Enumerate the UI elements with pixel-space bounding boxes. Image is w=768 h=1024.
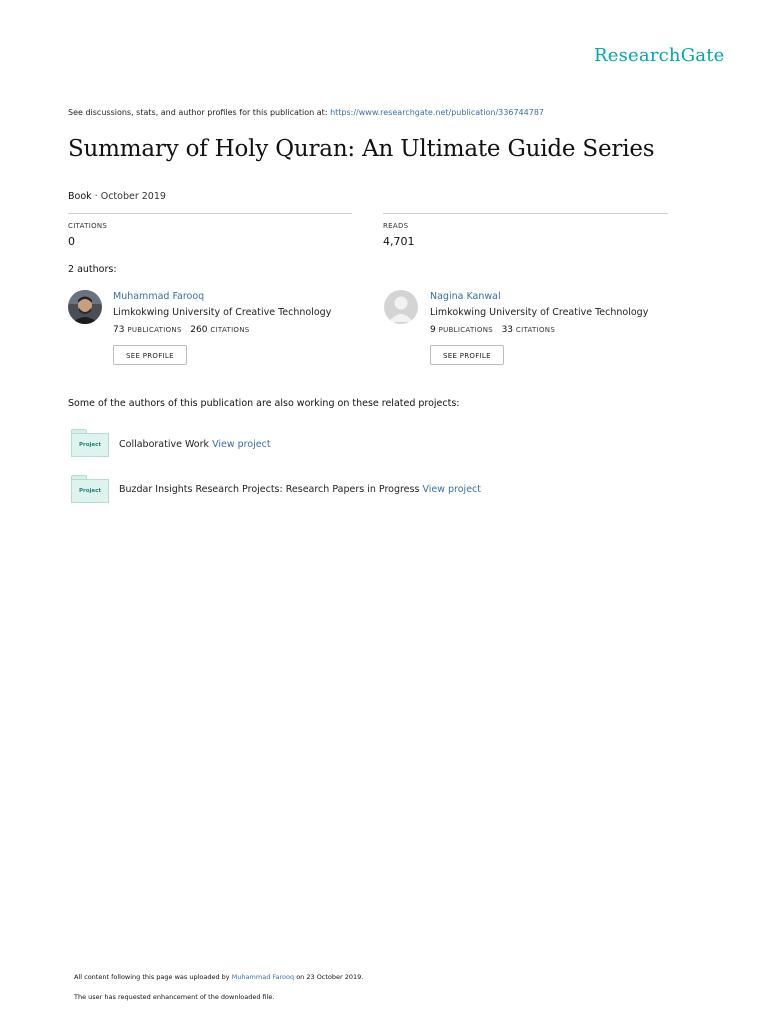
project-folder-label: Project (71, 479, 109, 503)
citations-value: 0 (68, 235, 75, 248)
upload-suffix: on 23 October 2019. (294, 973, 364, 981)
author-citations-label: CITATIONS (210, 326, 250, 334)
publication-title: Summary of Holy Quran: An Ultimate Guide Series (68, 136, 655, 162)
project-item (119, 439, 271, 450)
author-publications-count: 73 (113, 325, 125, 335)
publication-url-link[interactable]: https://www.researchgate.net/publication/336744787 (330, 108, 544, 117)
author-publications-label: PUBLICATIONS (438, 326, 493, 334)
discussion-text: See discussions, stats, and author profiles for this publication at: (68, 108, 331, 117)
publication-date: October 2019 (100, 191, 166, 202)
project-name: Buzdar Insights Research Projects: Research Papers in Progress (119, 484, 420, 495)
uploader-link[interactable]: Muhammad Farooq (231, 973, 295, 981)
author-publications-count: 9 (430, 325, 436, 335)
reads-value: 4,701 (383, 235, 415, 248)
author-citations-label: CITATIONS (515, 326, 556, 334)
meta-separator: · (91, 191, 101, 202)
author-name-link[interactable]: Muhammad Farooq (113, 291, 205, 302)
author-stats (430, 325, 555, 335)
publication-meta (68, 191, 166, 202)
author-avatar-photo[interactable] (68, 290, 102, 324)
discussion-line (68, 108, 544, 117)
citations-label: CITATIONS (68, 222, 108, 230)
project-folder-icon (71, 429, 111, 457)
author-publications-label: PUBLICATIONS (127, 326, 182, 334)
researchgate-logo[interactable]: ResearchGate (594, 45, 725, 66)
related-projects-heading: Some of the authors of this publication are also working on these related projects: (68, 398, 460, 409)
author-affiliation: Limkokwing University of Creative Technology (113, 307, 332, 318)
author-affiliation: Limkokwing University of Creative Technology (430, 307, 649, 318)
author-citations-count: 33 (501, 325, 514, 335)
project-name: Collaborative Work (119, 439, 210, 450)
project-folder-icon (71, 475, 111, 503)
enhancement-note: The user has requested enhancement of the downloaded file. (74, 993, 275, 1001)
author-name-link[interactable]: Nagina Kanwal (430, 291, 501, 302)
see-profile-button[interactable]: SEE PROFILE (113, 345, 187, 365)
publication-type: Book (68, 191, 92, 202)
see-profile-button[interactable]: SEE PROFILE (430, 345, 504, 365)
author-avatar-placeholder-icon[interactable] (384, 290, 418, 324)
authors-heading: 2 authors: (68, 264, 117, 275)
view-project-link[interactable]: View project (212, 439, 271, 450)
project-folder-label: Project (71, 433, 109, 457)
citations-divider (68, 213, 352, 214)
upload-prefix: All content following this page was uploaded by (74, 973, 232, 981)
author-citations-count: 260 (190, 325, 208, 335)
project-item (119, 484, 481, 495)
reads-label: READS (383, 222, 409, 230)
view-project-link[interactable]: View project (422, 484, 481, 495)
upload-note (74, 973, 363, 981)
author-stats (113, 325, 250, 335)
reads-divider (383, 213, 668, 214)
